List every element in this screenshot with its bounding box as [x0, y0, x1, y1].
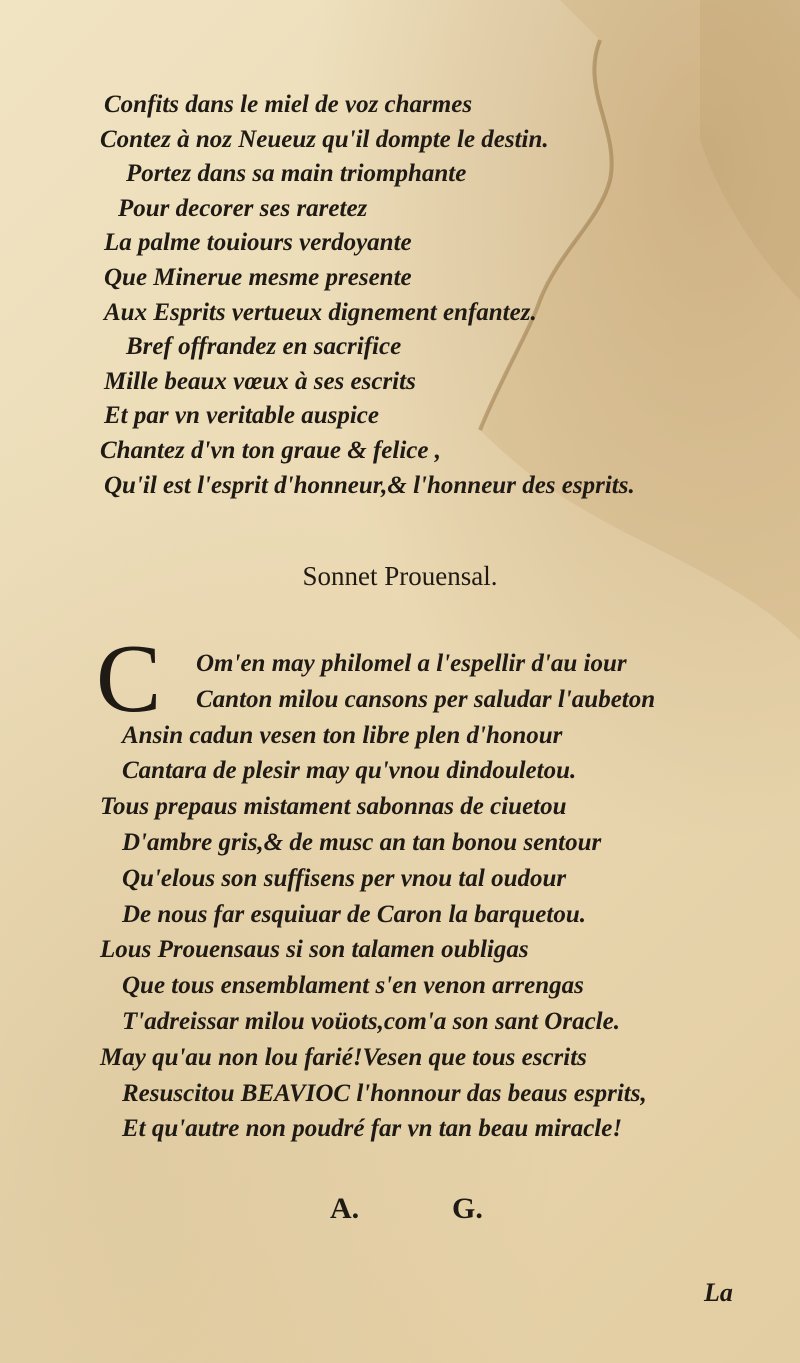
sonnet-line: D'ambre gris,& de musc an tan bonou sentour — [122, 828, 602, 856]
poem-line: Portez dans sa main triomphante — [126, 160, 467, 188]
sonnet-line: Canton milou cansons per saludar l'aubeton — [196, 685, 656, 713]
poem-line: Et par vn veritable auspice — [104, 402, 379, 430]
sonnet-line: T'adreissar milou voüots,com'a son sant Oracle. — [122, 1007, 620, 1035]
sonnet-line: Et qu'autre non poudré far vn tan beau miracle! — [122, 1115, 623, 1143]
poem-line: Que Minerue mesme presente — [104, 263, 412, 291]
poem-line: Bref offrandez en sacrifice — [126, 333, 402, 361]
poem-line: Chantez d'vn ton graue & felice , — [100, 436, 441, 464]
poem-line: La palme touiours verdoyante — [104, 229, 412, 257]
sonnet-title: Sonnet Prouensal. — [302, 561, 498, 591]
sonnet-line: Resuscitou BEAVIOC l'honnour das beaus esprits, — [122, 1079, 647, 1107]
drop-cap: C — [96, 625, 162, 733]
poem-line: Mille beaux vœux à ses escrits — [104, 367, 416, 395]
sonnet-line: Que tous ensemblament s'en venon arrengas — [122, 972, 584, 1000]
sonnet-line: Lous Prouensaus si son talamen oubligas — [100, 936, 529, 964]
sonnet-line: Cantara de plesir may qu'vnou dindouletou. — [122, 757, 577, 785]
sonnet-line: Om'en may philomel a l'espellir d'au iour — [196, 650, 627, 677]
catchword: La — [704, 1278, 733, 1307]
sonnet-line: Ansin cadun vesen ton libre plen d'honour — [122, 721, 563, 749]
poem-text — [100, 88, 635, 503]
sonnet-line: De nous far esquiuar de Caron la barquetou. — [122, 900, 586, 928]
poem-line: Qu'il est l'esprit d'honneur,& l'honneur des esprits. — [104, 471, 635, 499]
poem-line: Aux Esprits vertueux dignement enfantez. — [104, 298, 537, 326]
sonnet-line: Tous prepaus mistament sabonnas de ciuetou — [100, 793, 567, 821]
signature-initial-g: G. — [452, 1192, 483, 1225]
poem-line: Pour decorer ses raretez — [118, 194, 368, 222]
poem-line: Contez à noz Neueuz qu'il dompte le destin. — [100, 125, 549, 153]
poem-line: Confits dans le miel de voz charmes — [104, 91, 473, 118]
sonnet-text — [100, 646, 655, 1147]
sonnet-line: Qu'elous son suffisens per vnou tal oudour — [122, 864, 567, 892]
signature-initial-a: A. — [330, 1192, 360, 1225]
sonnet-line: May qu'au non lou farié!Vesen que tous escrits — [100, 1043, 587, 1071]
